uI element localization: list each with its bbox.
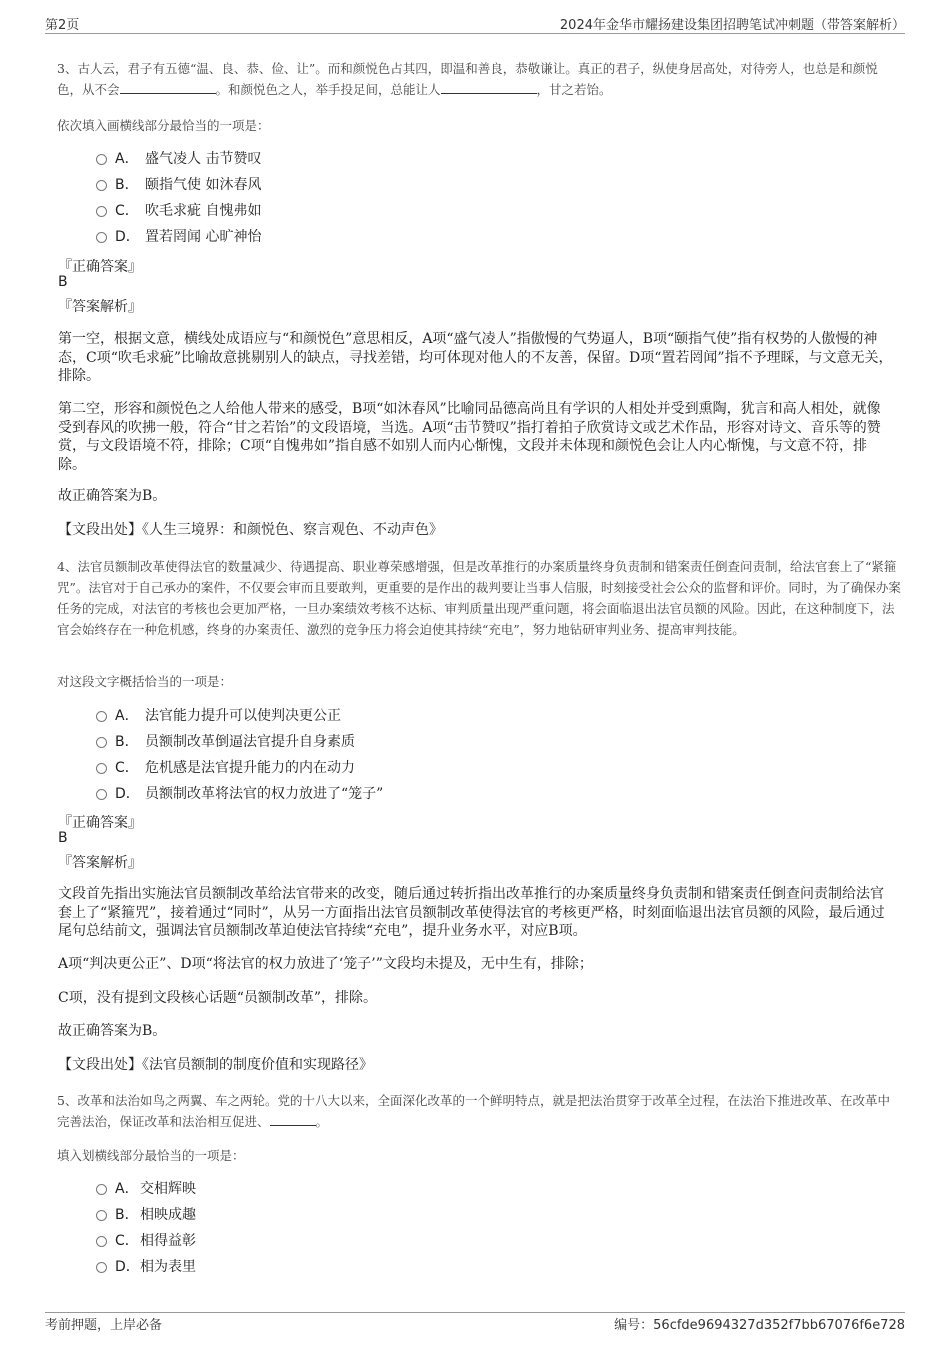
page-header	[45, 14, 905, 32]
analysis-paragraph: 文段首先指出实施法官员额制改革给法官带来的改变，随后通过转折指出改革推行的办案质量终身负责制和错案责任倒查问责制给法官套上了“紧箍咒”，接着通过“同时”，从另一方面指出法官员额制改革使得法官的考核更严格，时刻面临退出法官员额的风险，最后通过尾句总结前文，强调法官员额制改革迫使法官持续“充电”，提升业务水平，对应B项。	[58, 886, 885, 939]
option-letter: A．	[115, 1181, 139, 1197]
footer-slogan: 考前押题，上岸必备	[45, 1318, 163, 1333]
analysis-paragraph: C项，没有提到文段核心话题“员额制改革”，排除。	[58, 990, 378, 1006]
radio-icon[interactable]	[96, 1184, 107, 1195]
option-text: 相映成趣	[140, 1207, 196, 1223]
radio-icon[interactable]	[96, 737, 107, 748]
option-text: 盛气凌人 击节赞叹	[145, 151, 262, 167]
document-title: 2024年金华市耀扬建设集团招聘笔试冲刺题（带答案解析）	[559, 18, 905, 33]
analysis-conclusion: 故正确答案为B。	[58, 488, 167, 504]
option-text: 相得益彰	[140, 1233, 196, 1249]
radio-icon[interactable]	[96, 154, 107, 165]
question-4-prompt: 对这段文字概括恰当的一项是：	[57, 674, 233, 689]
radio-icon[interactable]	[96, 711, 107, 722]
analysis-label: 『答案解析』	[58, 299, 142, 315]
option-text: 危机感是法官提升能力的内在动力	[145, 760, 355, 776]
option-text: 员额制改革将法官的权力放进了“笼子”	[145, 786, 384, 802]
question-3-text-b: 。和颜悦色之人，举手投足间，总能让人	[215, 82, 441, 97]
option-letter: C．	[115, 203, 139, 219]
radio-icon[interactable]	[96, 180, 107, 191]
question-5-text-a: 5、改革和法治如鸟之两翼、车之两轮。党的十八大以来，全面深化改革的一个鲜明特点，就是把法治贯穿于改革全过程，在法治下推进改革、在改革中完善法治，保证改革和法治相互促进、	[57, 1093, 890, 1129]
question-3-text-c: ，甘之若饴。	[536, 82, 612, 97]
question-5-stem	[57, 1090, 902, 1132]
option-text: 置若罔闻 心旷神怡	[145, 229, 262, 245]
analysis-paragraph: 第一空，根据文意，横线处成语应与“和颜悦色”意思相反，A项“盛气凌人”指傲慢的气势逼人，B项“颐指气使”指有权势的人傲慢的神态，C项“吹毛求疵”比喻故意挑剔别人的缺点，寻找差错，均可体现对他人的不友善，保留。D项“置若罔闻”指不予理睬，与文意无关，排除。	[58, 331, 893, 384]
radio-icon[interactable]	[96, 232, 107, 243]
correct-answer-label: 『正确答案』	[58, 815, 142, 831]
page-footer	[45, 1314, 905, 1332]
option-text: 颐指气使 如沐春风	[145, 177, 262, 193]
analysis-conclusion: 故正确答案为B。	[58, 1023, 167, 1039]
question-3-stem	[57, 58, 902, 100]
radio-icon[interactable]	[96, 789, 107, 800]
option-letter: D．	[115, 1259, 140, 1275]
page-number: 第2页	[45, 18, 80, 33]
source-citation: 【文段出处】《法官员额制的制度价值和实现路径》	[58, 1057, 373, 1073]
radio-icon[interactable]	[96, 206, 107, 217]
blank-line	[120, 81, 216, 94]
document-code	[614, 1314, 905, 1333]
option-letter: A．	[115, 708, 139, 724]
question-5-text-b: 。	[315, 1114, 329, 1129]
option-text: 员额制改革倒逼法官提升自身素质	[145, 734, 355, 750]
option-letter: B．	[115, 734, 139, 750]
option-letter: A．	[115, 151, 139, 167]
question-3-text-a: 3、古人云，君子有五德“温、良、恭、俭、让”。而和颜悦色占其四，即温和善良，恭敬谦让。真正的君子，纵使身居高处，对待旁人，也总是和颜悦色，从不会	[57, 61, 878, 97]
option-text: 交相辉映	[140, 1181, 196, 1197]
radio-icon[interactable]	[96, 1262, 107, 1273]
analysis-paragraph: A项“判决更公正”、D项“将法官的权力放进了‘笼子’”文段均未提及，无中生有，排除；	[58, 956, 593, 972]
correct-answer: B	[58, 830, 68, 846]
question-4-stem: 4、法官员额制改革使得法官的数量减少、待遇提高、职业尊荣感增强，但是改革推行的办案质量终身负责制和错案责任倒查问责制，给法官套上了“紧箍咒”。法官对于自己承办的案件，不仅要会审而且要敢判，更重要的是作出的裁判要让当事人信服，时刻接受社会公众的监督和评价。同时，为了确保办案任务的完成，对法官的考核也会更加严格，一旦办案绩效考核不达标、审判质量出现严重问题，将会面临退出法官员额的风险。因此，在这种制度下，法官会始终存在一种危机感，终身的办案责任、激烈的竞争压力将会迫使其持续“充电”，努力地钻研审判业务、提高审判技能。	[57, 559, 901, 637]
analysis-paragraph: 第二空，形容和颜悦色之人给他人带来的感受，B项“如沐春风”比喻同品德高尚且有学识的人相处并受到熏陶，犹言和高人相处，就像受到春风的吹拂一般，符合“甘之若饴”的文段语境，当选。A项“击节赞叹”指打着拍子欣赏诗文或艺术作品，形容对诗文、音乐等的赞赏，与文段语境不符，排除；C项“自愧弗如”指自感不如别人而内心惭愧，文段并未体现和颜悦色会让人内心惭愧，与文意不符，排除。	[58, 401, 881, 473]
option-text: 法官能力提升可以使判决更公正	[145, 708, 341, 724]
option-text: 相为表里	[140, 1259, 196, 1275]
blank-line	[270, 1113, 316, 1126]
option-letter: D．	[115, 229, 140, 245]
header-divider	[45, 33, 905, 34]
option-letter: B．	[115, 1207, 139, 1223]
analysis-label: 『答案解析』	[58, 855, 142, 871]
footer-divider	[45, 1312, 905, 1313]
option-letter: C．	[115, 760, 139, 776]
option-letter: C．	[115, 1233, 139, 1249]
radio-icon[interactable]	[96, 1236, 107, 1247]
question-5-prompt: 填入划横线部分最恰当的一项是：	[57, 1148, 245, 1163]
correct-answer-label: 『正确答案』	[58, 259, 142, 275]
blank-line	[441, 81, 537, 94]
correct-answer: B	[58, 274, 68, 290]
radio-icon[interactable]	[96, 1210, 107, 1221]
code-label: 编号：	[614, 1318, 654, 1333]
option-text: 吹毛求疵 自愧弗如	[145, 203, 262, 219]
question-3-prompt: 依次填入画横线部分最恰当的一项是：	[57, 118, 270, 133]
option-letter: D．	[115, 786, 140, 802]
source-citation: 【文段出处】《人生三境界：和颜悦色、察言观色、不动声色》	[58, 522, 443, 538]
radio-icon[interactable]	[96, 763, 107, 774]
option-letter: B．	[115, 177, 139, 193]
code-value: 56cfde9694327d352f7bb67076f6e728	[653, 1318, 905, 1333]
